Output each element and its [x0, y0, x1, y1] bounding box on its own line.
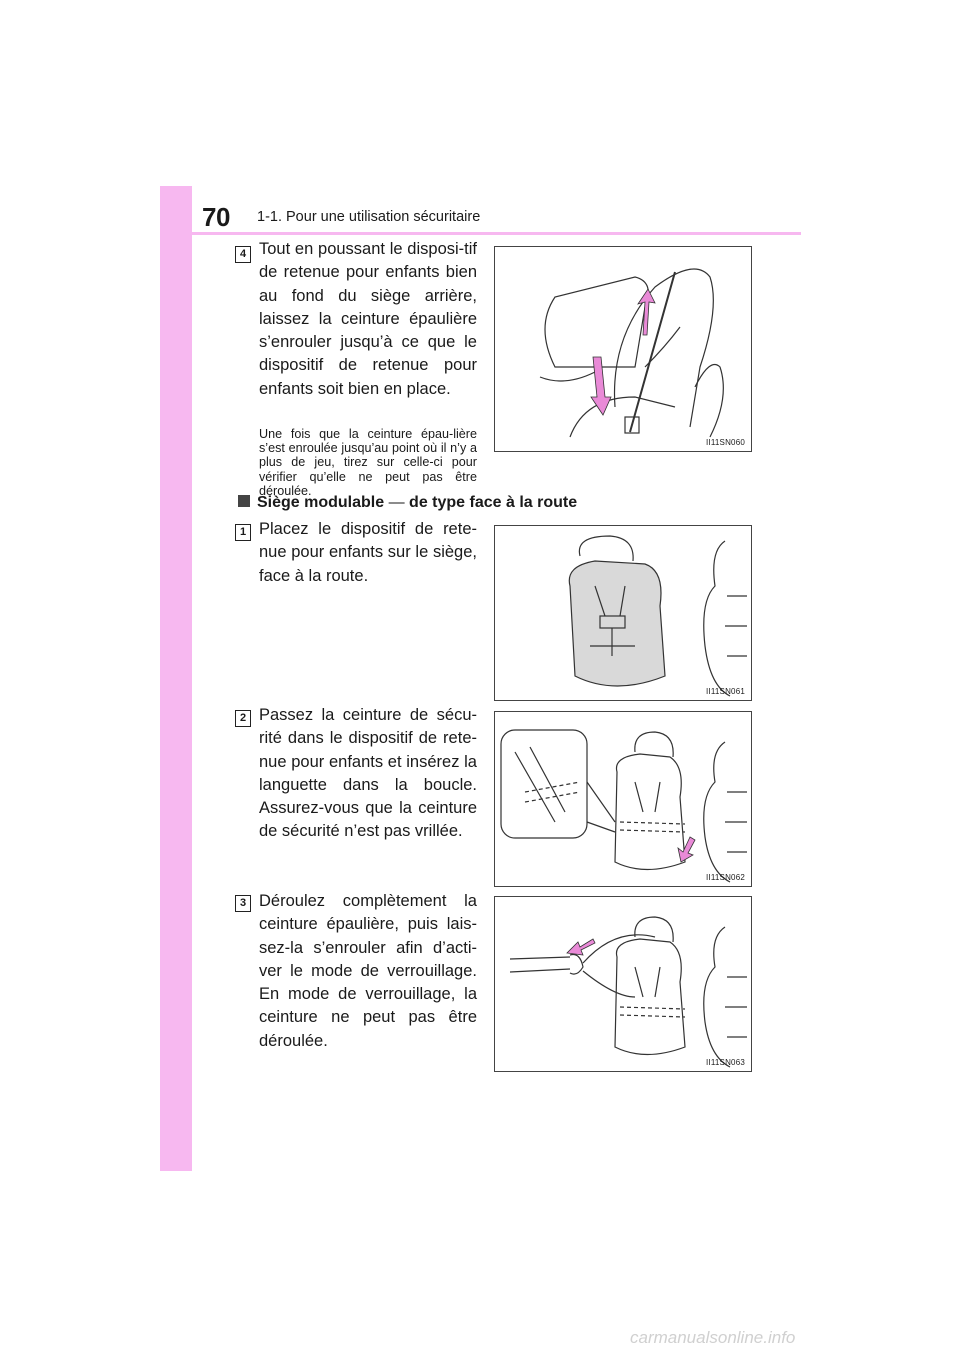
header-rule: [192, 232, 801, 235]
figure-forward-seat-buckle: [494, 711, 752, 887]
square-bullet-icon: [238, 495, 250, 507]
step-text: Passez la ceinture de sécu-rité dans le dispositif de rete-nue pour enfants et insérez la languette dans la boucle. Assurez-vous que la ceinture de sécurité n’est pas vrillée.: [259, 706, 477, 841]
step-number: 3: [235, 895, 251, 912]
figure-infant-seat-retract: [494, 246, 752, 452]
subhead-dash: —: [388, 494, 405, 511]
step-number: 1: [235, 524, 251, 541]
watermark: carmanualsonline.info: [630, 1328, 796, 1347]
seat-illustration: [495, 247, 751, 451]
step-number: 4: [235, 246, 251, 263]
seat-illustration: [495, 897, 751, 1071]
figure-code: II11SN063: [705, 1058, 745, 1067]
subhead-part-a: Siège modulable: [257, 494, 385, 511]
seat-illustration: [495, 526, 751, 700]
figure-code: II11SN060: [705, 438, 745, 447]
step-text: Tout en poussant le disposi-tif de retenue pour enfants bien au fond du siège arrière, laissez la ceinture épaulière s’enrouler jusqu’à ce que le dispositif de retenue pour enfants soit bien en place.: [259, 240, 477, 398]
subsection-heading: [238, 494, 577, 512]
seat-illustration: [495, 712, 751, 886]
section-title: 1-1. Pour une utilisation sécuritaire: [257, 209, 481, 225]
figure-code: II11SN062: [705, 873, 745, 882]
figure-forward-seat-place: [494, 525, 752, 701]
subhead-part-b: de type face à la route: [409, 494, 578, 511]
page-number: 70: [202, 202, 230, 232]
step-number: 2: [235, 710, 251, 727]
step-text: Déroulez complètement la ceinture épaulière, puis lais-sez-la s’enrouler afin d’acti-ver le mode de verrouillage. En mode de verrouillage, la ceinture ne peut pas être déroulée.: [259, 892, 477, 1050]
step-text: Placez le dispositif de rete-nue pour enfants sur le siège, face à la route.: [259, 520, 477, 585]
figure-code: II11SN061: [705, 687, 745, 696]
figure-forward-seat-lock: [494, 896, 752, 1072]
side-color-band: [160, 186, 192, 1171]
step-note: Une fois que la ceinture épau-lière s’est enroulée jusqu’au point où il n’y a plus de jeu, tirez sur celle-ci pour vérifier qu’elle ne peut pas être déroulée.: [259, 427, 477, 498]
